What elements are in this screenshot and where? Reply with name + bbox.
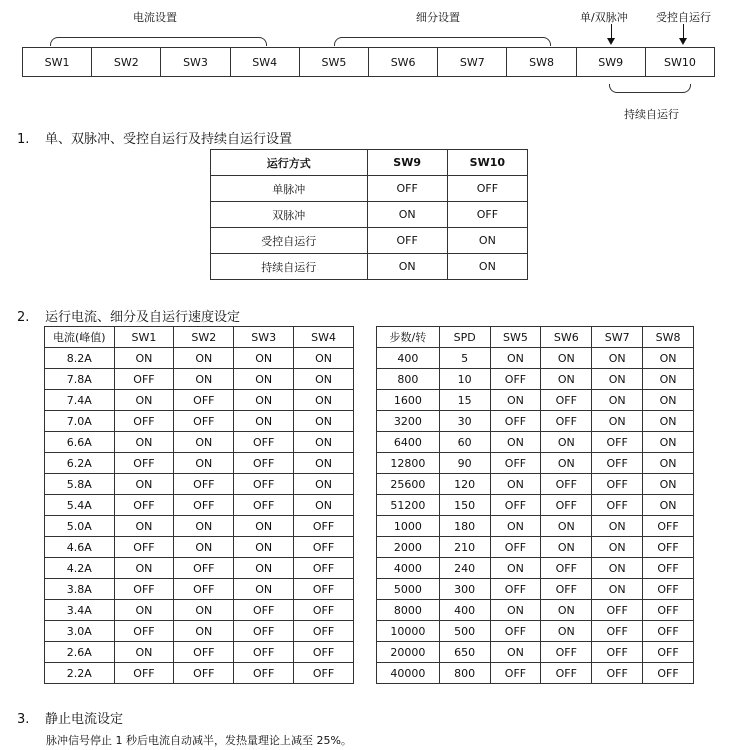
step-header-cell: SW5 <box>490 327 541 348</box>
current-row-cell: ON <box>114 348 174 369</box>
step-row-cell: OFF <box>592 663 643 684</box>
switch-sw4: SW4 <box>231 48 300 76</box>
current-row-cell: ON <box>294 348 354 369</box>
current-row-cell: 3.4A <box>45 600 115 621</box>
current-row-cell: 3.8A <box>45 579 115 600</box>
current-row-cell: OFF <box>234 495 294 516</box>
current-row-cell: ON <box>114 558 174 579</box>
step-row-cell: ON <box>643 432 694 453</box>
step-row-cell: ON <box>643 411 694 432</box>
section3-number: 3. <box>17 712 30 727</box>
current-row-cell: 5.4A <box>45 495 115 516</box>
step-row-cell: ON <box>643 495 694 516</box>
step-row-cell: ON <box>643 348 694 369</box>
mode-row <box>211 202 528 228</box>
current-brace <box>50 37 267 46</box>
step-row-cell: OFF <box>490 369 541 390</box>
current-row-cell: ON <box>294 474 354 495</box>
step-row-cell: OFF <box>490 621 541 642</box>
step-row-cell: OFF <box>541 558 592 579</box>
step-row-cell: OFF <box>541 663 592 684</box>
step-header-cell: 步数/转 <box>377 327 440 348</box>
current-row <box>45 642 354 663</box>
current-header-cell: SW1 <box>114 327 174 348</box>
current-row-cell: 7.4A <box>45 390 115 411</box>
step-row-cell: OFF <box>490 579 541 600</box>
current-row-cell: ON <box>174 621 234 642</box>
current-row-cell: OFF <box>234 642 294 663</box>
current-row-cell: OFF <box>234 663 294 684</box>
current-row-cell: ON <box>234 411 294 432</box>
step-row-cell: OFF <box>490 663 541 684</box>
step-row-cell: OFF <box>541 495 592 516</box>
step-row-cell: ON <box>541 621 592 642</box>
step-row <box>377 621 694 642</box>
section2-heading <box>17 306 240 325</box>
step-row <box>377 579 694 600</box>
current-row-cell: ON <box>234 390 294 411</box>
current-row-cell: OFF <box>114 621 174 642</box>
current-row-cell: ON <box>114 642 174 663</box>
mode-row-cell: OFF <box>367 228 447 254</box>
current-row-cell: OFF <box>294 537 354 558</box>
current-row-cell: OFF <box>234 600 294 621</box>
step-row-cell: ON <box>643 369 694 390</box>
current-row-cell: ON <box>234 537 294 558</box>
current-header-cell: SW3 <box>234 327 294 348</box>
arrow-sw10-shaft <box>683 24 684 38</box>
step-row-cell: 500 <box>439 621 490 642</box>
group-current-label: 电流设置 <box>133 11 177 24</box>
step-row-cell: OFF <box>592 453 643 474</box>
current-row-cell: 4.6A <box>45 537 115 558</box>
step-row-cell: 3200 <box>377 411 440 432</box>
current-row-cell: ON <box>174 432 234 453</box>
step-row-cell: 25600 <box>377 474 440 495</box>
step-row-cell: OFF <box>490 495 541 516</box>
subdivision-brace <box>334 37 551 46</box>
section1-title: 单、双脉冲、受控自运行及持续自运行设置 <box>45 132 293 147</box>
current-row-cell: OFF <box>174 495 234 516</box>
step-row-cell: 12800 <box>377 453 440 474</box>
step-row-cell: ON <box>541 537 592 558</box>
current-row-cell: OFF <box>114 411 174 432</box>
step-row <box>377 537 694 558</box>
mode-header-row <box>211 150 528 176</box>
step-row-cell: ON <box>643 453 694 474</box>
current-row-cell: OFF <box>174 558 234 579</box>
current-row-cell: OFF <box>174 579 234 600</box>
step-row-cell: OFF <box>592 600 643 621</box>
mode-row-cell: ON <box>367 202 447 228</box>
step-row-cell: 300 <box>439 579 490 600</box>
step-row-cell: OFF <box>643 600 694 621</box>
current-row-cell: 5.0A <box>45 516 115 537</box>
step-row-cell: 120 <box>439 474 490 495</box>
current-row <box>45 516 354 537</box>
step-row <box>377 495 694 516</box>
current-row-cell: OFF <box>174 411 234 432</box>
switch-sw8: SW8 <box>507 48 576 76</box>
switch-sw6: SW6 <box>369 48 438 76</box>
step-row-cell: 210 <box>439 537 490 558</box>
mode-header-cell: SW10 <box>447 150 527 176</box>
step-row-cell: ON <box>490 432 541 453</box>
current-row-cell: ON <box>114 432 174 453</box>
section2-number: 2. <box>17 310 30 325</box>
step-row-cell: ON <box>490 600 541 621</box>
current-row-cell: ON <box>234 348 294 369</box>
step-row-cell: 5 <box>439 348 490 369</box>
current-row-cell: OFF <box>234 432 294 453</box>
current-row-cell: OFF <box>234 474 294 495</box>
current-row-cell: OFF <box>114 369 174 390</box>
current-row-cell: OFF <box>234 453 294 474</box>
current-row-cell: OFF <box>114 663 174 684</box>
current-row-cell: OFF <box>114 537 174 558</box>
pulse-mode-label: 单/双脉冲 <box>580 11 628 24</box>
step-row-cell: 2000 <box>377 537 440 558</box>
current-row-cell: OFF <box>294 516 354 537</box>
current-row-cell: ON <box>174 348 234 369</box>
current-row <box>45 432 354 453</box>
arrow-sw9-icon <box>607 38 615 45</box>
current-row-cell: 3.0A <box>45 621 115 642</box>
step-row-cell: OFF <box>541 579 592 600</box>
current-row-cell: OFF <box>294 663 354 684</box>
step-row <box>377 390 694 411</box>
mode-row <box>211 228 528 254</box>
mode-row-cell: ON <box>447 228 527 254</box>
mode-row-cell: 单脉冲 <box>211 176 368 202</box>
step-row-cell: 4000 <box>377 558 440 579</box>
step-row <box>377 558 694 579</box>
step-row-cell: 60 <box>439 432 490 453</box>
current-table <box>44 326 354 684</box>
step-row-cell: 1600 <box>377 390 440 411</box>
current-row-cell: 7.0A <box>45 411 115 432</box>
switch-sw9: SW9 <box>577 48 646 76</box>
current-row <box>45 348 354 369</box>
current-row-cell: ON <box>114 516 174 537</box>
step-row-cell: 180 <box>439 516 490 537</box>
step-row-cell: OFF <box>490 411 541 432</box>
current-row-cell: ON <box>234 516 294 537</box>
current-row-cell: OFF <box>174 474 234 495</box>
step-row-cell: ON <box>541 453 592 474</box>
current-row <box>45 558 354 579</box>
current-row-cell: ON <box>174 453 234 474</box>
arrow-sw9-shaft <box>611 24 612 38</box>
mode-header-cell: 运行方式 <box>211 150 368 176</box>
step-row-cell: ON <box>490 558 541 579</box>
step-row-cell: ON <box>592 537 643 558</box>
step-row <box>377 642 694 663</box>
current-row-cell: ON <box>174 369 234 390</box>
section2-title: 运行电流、细分及自运行速度设定 <box>45 310 241 325</box>
step-row-cell: OFF <box>643 579 694 600</box>
current-row <box>45 600 354 621</box>
step-row-cell: ON <box>592 348 643 369</box>
current-row-cell: 2.2A <box>45 663 115 684</box>
step-row-cell: 6400 <box>377 432 440 453</box>
step-row-cell: OFF <box>541 642 592 663</box>
step-row-cell: 15 <box>439 390 490 411</box>
step-table <box>376 326 694 684</box>
step-row-cell: OFF <box>643 621 694 642</box>
mode-row-cell: OFF <box>447 176 527 202</box>
step-row-cell: OFF <box>643 537 694 558</box>
step-row-cell: 240 <box>439 558 490 579</box>
current-row-cell: ON <box>114 600 174 621</box>
step-row-cell: OFF <box>541 390 592 411</box>
step-row-cell: OFF <box>490 453 541 474</box>
current-row <box>45 453 354 474</box>
current-row-cell: ON <box>234 579 294 600</box>
step-row-cell: OFF <box>592 474 643 495</box>
step-row-cell: OFF <box>541 411 592 432</box>
current-row <box>45 621 354 642</box>
current-row-cell: OFF <box>174 642 234 663</box>
step-row-cell: ON <box>541 432 592 453</box>
step-row-cell: OFF <box>541 474 592 495</box>
switch-sw1: SW1 <box>23 48 92 76</box>
current-row <box>45 495 354 516</box>
step-row-cell: 40000 <box>377 663 440 684</box>
step-row-cell: OFF <box>643 663 694 684</box>
step-header-cell: SPD <box>439 327 490 348</box>
current-row-cell: OFF <box>294 600 354 621</box>
mode-row-cell: OFF <box>447 202 527 228</box>
step-header-row <box>377 327 694 348</box>
step-row-cell: OFF <box>643 558 694 579</box>
mode-row-cell: 受控自运行 <box>211 228 368 254</box>
mode-row-cell: ON <box>367 254 447 280</box>
current-row-cell: ON <box>174 600 234 621</box>
current-row-cell: OFF <box>234 621 294 642</box>
step-row-cell: ON <box>490 390 541 411</box>
step-row-cell: ON <box>541 348 592 369</box>
step-row-cell: 400 <box>439 600 490 621</box>
switch-sw3: SW3 <box>161 48 230 76</box>
current-row-cell: 5.8A <box>45 474 115 495</box>
step-row-cell: ON <box>541 369 592 390</box>
current-row-cell: ON <box>114 474 174 495</box>
current-row-cell: ON <box>294 453 354 474</box>
current-row-cell: OFF <box>114 579 174 600</box>
mode-row <box>211 254 528 280</box>
mode-row-cell: ON <box>447 254 527 280</box>
step-row-cell: OFF <box>592 642 643 663</box>
step-row-cell: ON <box>490 474 541 495</box>
current-row <box>45 579 354 600</box>
current-row-cell: 4.2A <box>45 558 115 579</box>
step-row-cell: 800 <box>439 663 490 684</box>
current-header-cell: 电流(峰值) <box>45 327 115 348</box>
current-row-cell: ON <box>174 537 234 558</box>
step-row <box>377 348 694 369</box>
step-row-cell: ON <box>490 348 541 369</box>
current-row-cell: ON <box>294 411 354 432</box>
current-row-cell: ON <box>114 390 174 411</box>
step-row-cell: 400 <box>377 348 440 369</box>
current-row-cell: 7.8A <box>45 369 115 390</box>
current-row <box>45 390 354 411</box>
step-row <box>377 369 694 390</box>
current-row <box>45 369 354 390</box>
step-row-cell: 650 <box>439 642 490 663</box>
step-row-cell: ON <box>592 369 643 390</box>
step-header-cell: SW6 <box>541 327 592 348</box>
step-row <box>377 474 694 495</box>
step-row-cell: OFF <box>643 516 694 537</box>
switch-sw7: SW7 <box>438 48 507 76</box>
step-row <box>377 663 694 684</box>
step-row-cell: OFF <box>643 642 694 663</box>
step-row-cell: OFF <box>592 495 643 516</box>
step-row-cell: ON <box>490 642 541 663</box>
static-current-note: 脉冲信号停止 1 秒后电流自动减半，发热量理论上减至 25%。 <box>46 734 352 747</box>
current-row-cell: ON <box>174 516 234 537</box>
step-row <box>377 411 694 432</box>
arrow-sw10-icon <box>679 38 687 45</box>
switch-sw5: SW5 <box>300 48 369 76</box>
current-row-cell: 6.2A <box>45 453 115 474</box>
step-row <box>377 516 694 537</box>
current-row-cell: ON <box>234 369 294 390</box>
step-row-cell: 90 <box>439 453 490 474</box>
current-row <box>45 474 354 495</box>
step-row-cell: 1000 <box>377 516 440 537</box>
switch-sw2: SW2 <box>92 48 161 76</box>
step-row-cell: ON <box>541 516 592 537</box>
current-row-cell: ON <box>294 369 354 390</box>
current-row-cell: OFF <box>294 579 354 600</box>
mode-header-cell: SW9 <box>367 150 447 176</box>
step-row-cell: 150 <box>439 495 490 516</box>
step-header-cell: SW7 <box>592 327 643 348</box>
step-row-cell: OFF <box>592 432 643 453</box>
current-row <box>45 663 354 684</box>
step-row-cell: ON <box>592 558 643 579</box>
step-row-cell: ON <box>643 474 694 495</box>
section3-title: 静止电流设定 <box>45 712 124 727</box>
current-row-cell: OFF <box>114 495 174 516</box>
current-row-cell: ON <box>294 390 354 411</box>
step-row-cell: ON <box>490 516 541 537</box>
step-row-cell: 30 <box>439 411 490 432</box>
mode-row-cell: OFF <box>367 176 447 202</box>
step-row-cell: ON <box>592 579 643 600</box>
switch-sw10: SW10 <box>664 55 696 69</box>
continuous-run-brace <box>609 84 691 93</box>
step-row-cell: ON <box>592 516 643 537</box>
mode-row-cell: 双脉冲 <box>211 202 368 228</box>
section1-heading <box>17 128 292 147</box>
mode-table <box>210 149 528 280</box>
step-row-cell: OFF <box>592 621 643 642</box>
current-row-cell: ON <box>234 558 294 579</box>
step-row-cell: 5000 <box>377 579 440 600</box>
section3-heading <box>17 708 123 727</box>
step-row-cell: ON <box>592 390 643 411</box>
continuous-run-label: 持续自运行 <box>624 108 679 121</box>
step-row-cell: 10000 <box>377 621 440 642</box>
group-subdivision-label: 细分设置 <box>416 11 460 24</box>
step-row-cell: 8000 <box>377 600 440 621</box>
step-header-cell: SW8 <box>643 327 694 348</box>
current-row <box>45 411 354 432</box>
step-row-cell: ON <box>541 600 592 621</box>
current-row-cell: OFF <box>174 663 234 684</box>
step-row-cell: 20000 <box>377 642 440 663</box>
mode-row-cell: 持续自运行 <box>211 254 368 280</box>
current-header-cell: SW2 <box>174 327 234 348</box>
section1-number: 1. <box>17 132 30 147</box>
step-row-cell: OFF <box>490 537 541 558</box>
current-row-cell: OFF <box>294 558 354 579</box>
current-row-cell: 6.6A <box>45 432 115 453</box>
step-row <box>377 432 694 453</box>
current-row-cell: 8.2A <box>45 348 115 369</box>
step-row-cell: ON <box>592 411 643 432</box>
step-row-cell: 800 <box>377 369 440 390</box>
step-row <box>377 600 694 621</box>
current-row-cell: 2.6A <box>45 642 115 663</box>
current-row-cell: ON <box>294 495 354 516</box>
current-row-cell: OFF <box>294 621 354 642</box>
current-row-cell: ON <box>294 432 354 453</box>
current-row-cell: OFF <box>174 390 234 411</box>
switch-strip <box>22 47 715 77</box>
current-row <box>45 537 354 558</box>
current-header-cell: SW4 <box>294 327 354 348</box>
step-row-cell: ON <box>643 390 694 411</box>
controlled-run-label: 受控自运行 <box>656 11 711 24</box>
step-row <box>377 453 694 474</box>
step-row-cell: 51200 <box>377 495 440 516</box>
current-row-cell: OFF <box>294 642 354 663</box>
step-row-cell: 10 <box>439 369 490 390</box>
current-row-cell: OFF <box>114 453 174 474</box>
current-header-row <box>45 327 354 348</box>
mode-row <box>211 176 528 202</box>
